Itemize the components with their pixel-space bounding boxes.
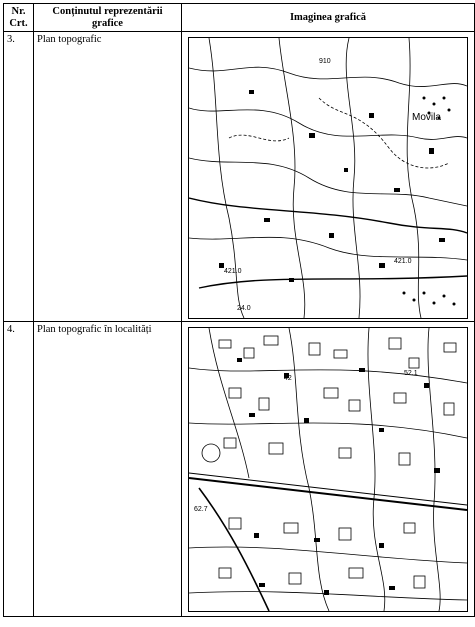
document-table	[3, 3, 475, 617]
map-label-elevation: 62.7	[194, 506, 208, 513]
header-nr-line2: Crt.	[9, 17, 28, 29]
topographic-plan-image	[188, 37, 468, 319]
map-label-elevation: 421.0	[224, 268, 242, 275]
map-label-elevation: 52.1	[404, 370, 418, 377]
table-row	[4, 32, 475, 322]
row-content: Plan topografic	[34, 32, 182, 322]
row-content: Plan topografic în localități	[34, 322, 182, 617]
header-image-label: Imaginea grafică	[289, 11, 367, 23]
header-nr-crt	[4, 4, 34, 32]
map-label-elevation: 42	[284, 375, 292, 382]
map-label-elevation: 910	[319, 58, 331, 65]
header-content	[34, 4, 182, 32]
header-nr-line1: Nr.	[11, 5, 26, 17]
map-label-elevation: 24.0	[237, 305, 251, 312]
header-content-line1: Conținutul reprezentării	[52, 5, 163, 17]
map-label-village: Movila	[412, 112, 441, 123]
map-label-elevation: 421.0	[394, 258, 412, 265]
row-number: 4.	[4, 322, 34, 617]
row-image-cell	[182, 32, 475, 322]
row-image-cell	[182, 322, 475, 617]
row-number: 3.	[4, 32, 34, 322]
header-image	[182, 4, 475, 32]
town-plan-image	[188, 327, 468, 612]
table-row	[4, 322, 475, 617]
header-content-line2: grafice	[92, 17, 123, 29]
header-row	[4, 4, 475, 32]
